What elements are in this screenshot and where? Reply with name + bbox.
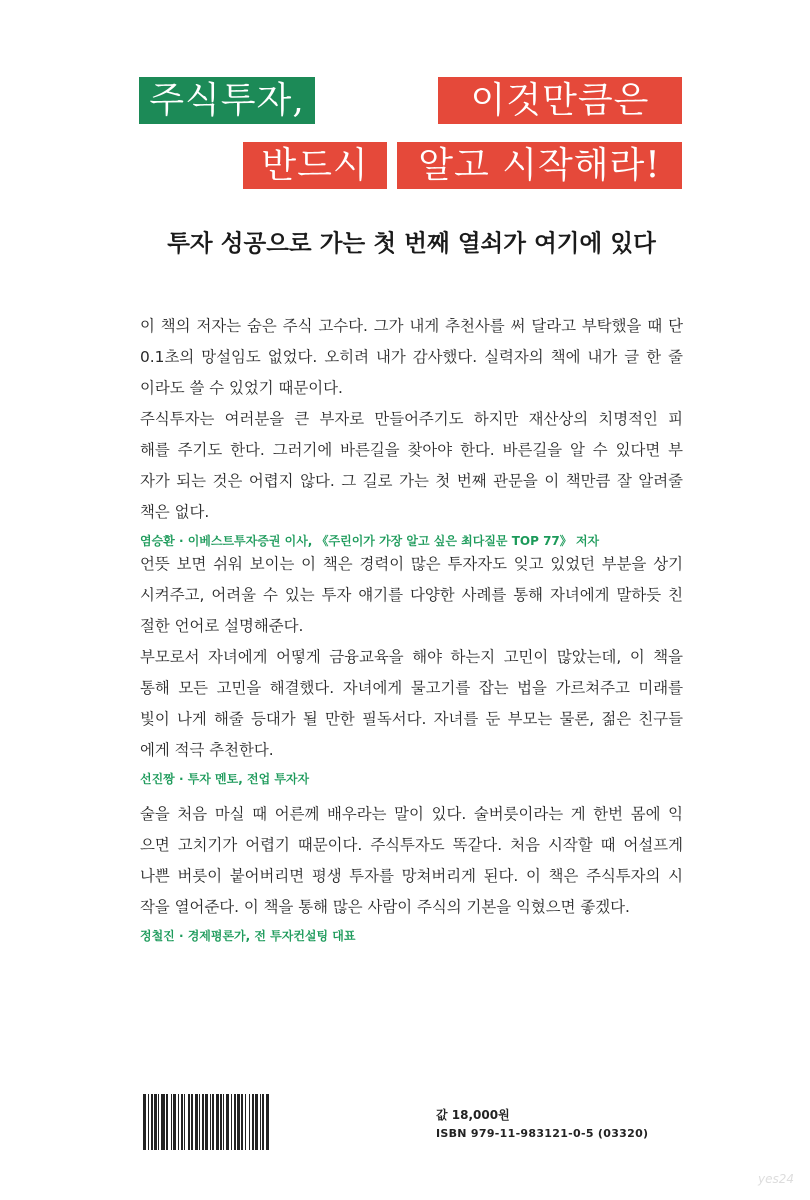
blurb-line: 책은 없다. (140, 503, 210, 521)
blurb-line: 으면 고치기가 어렵기 때문이다. 주식투자도 똑같다. 처음 시작할 때 어설프게 (140, 836, 683, 854)
blurb-line: 나쁜 버릇이 붙어버리면 평생 투자를 망쳐버리게 된다. 이 책은 주식투자의 시 (140, 867, 683, 885)
blurb-line: 부모로서 자녀에게 어떻게 금융교육을 해야 하는지 고민이 많았는데, 이 책을 (140, 648, 683, 666)
blurb-line: 언뜻 보면 쉬워 보이는 이 책은 경력이 많은 투자자도 잊고 있었던 부분을 상기 (140, 555, 683, 573)
blurb-line: 자가 되는 것은 어렵지 않다. 그 길로 가는 첫 번째 관문을 이 책만큼 잘 알려줄 (140, 472, 683, 490)
price: 값 18,000원 (436, 1108, 510, 1122)
blurb-2 (140, 549, 683, 790)
blurb-line: 작을 열어준다. 이 책을 통해 많은 사람이 주식의 기본을 익혔으면 좋겠다. (140, 898, 630, 916)
blurb-line: 통해 모든 고민을 해결했다. 자녀에게 물고기를 잡는 법을 가르쳐주고 미래를 (140, 679, 683, 697)
blurb-attribution: 정철진 · 경제평론가, 전 투자컨설팅 대표 (140, 929, 356, 943)
blurb-line: 절한 언어로 설명해준다. (140, 617, 304, 635)
blurb-line: 0.1초의 망설임도 없었다. 오히려 내가 감사했다. 실력자의 책에 내가 글 한 줄 (140, 348, 683, 366)
barcode (143, 1094, 370, 1150)
blurb-line: 술을 처음 마실 때 어른께 배우라는 말이 있다. 술버릇이라는 게 한번 몸에 익 (140, 805, 683, 823)
watermark: yes24 (758, 1172, 795, 1186)
title-part-4: 알고 시작해라! (397, 142, 682, 189)
blurb-attribution: 염승환 · 이베스트투자증권 이사, 《주린이가 가장 알고 싶은 최다질문 TOP 77》 저자 (140, 534, 600, 548)
blurb-attribution: 선진짱 · 투자 멘토, 전업 투자자 (140, 772, 310, 786)
barcode-gap (269, 1094, 270, 1150)
title-part-2: 이것만큼은 (438, 77, 682, 124)
blurb-line: 주식투자는 여러분을 큰 부자로 만들어주기도 하지만 재산상의 치명적인 피 (140, 410, 683, 428)
blurb-line: 에게 적극 추천한다. (140, 741, 274, 759)
title-part-1: 주식투자, (139, 77, 315, 124)
blurb-line: 시켜주고, 어려울 수 있는 투자 얘기를 다양한 사례를 통해 자녀에게 말하듯 친 (140, 586, 683, 604)
blurb-line: 빛이 나게 해줄 등대가 될 만한 필독서다. 자녀를 둔 부모는 물론, 젊은 친구들 (140, 710, 683, 728)
blurb-3 (140, 799, 683, 947)
blurb-line: 이 책의 저자는 숨은 주식 고수다. 그가 내게 추천사를 써 달라고 부탁했을 때 단 (140, 317, 683, 335)
blurb-1 (140, 311, 683, 552)
blurb-line: 해를 주기도 한다. 그러기에 바른길을 찾아야 한다. 바른길을 알 수 있다면 부 (140, 441, 683, 459)
isbn: ISBN 979-11-983121-0-5 (03320) (436, 1127, 649, 1140)
subtitle: 투자 성공으로 가는 첫 번째 열쇠가 여기에 있다 (167, 229, 656, 257)
blurb-line: 이라도 쓸 수 있었기 때문이다. (140, 379, 343, 397)
title-part-3: 반드시 (243, 142, 387, 189)
